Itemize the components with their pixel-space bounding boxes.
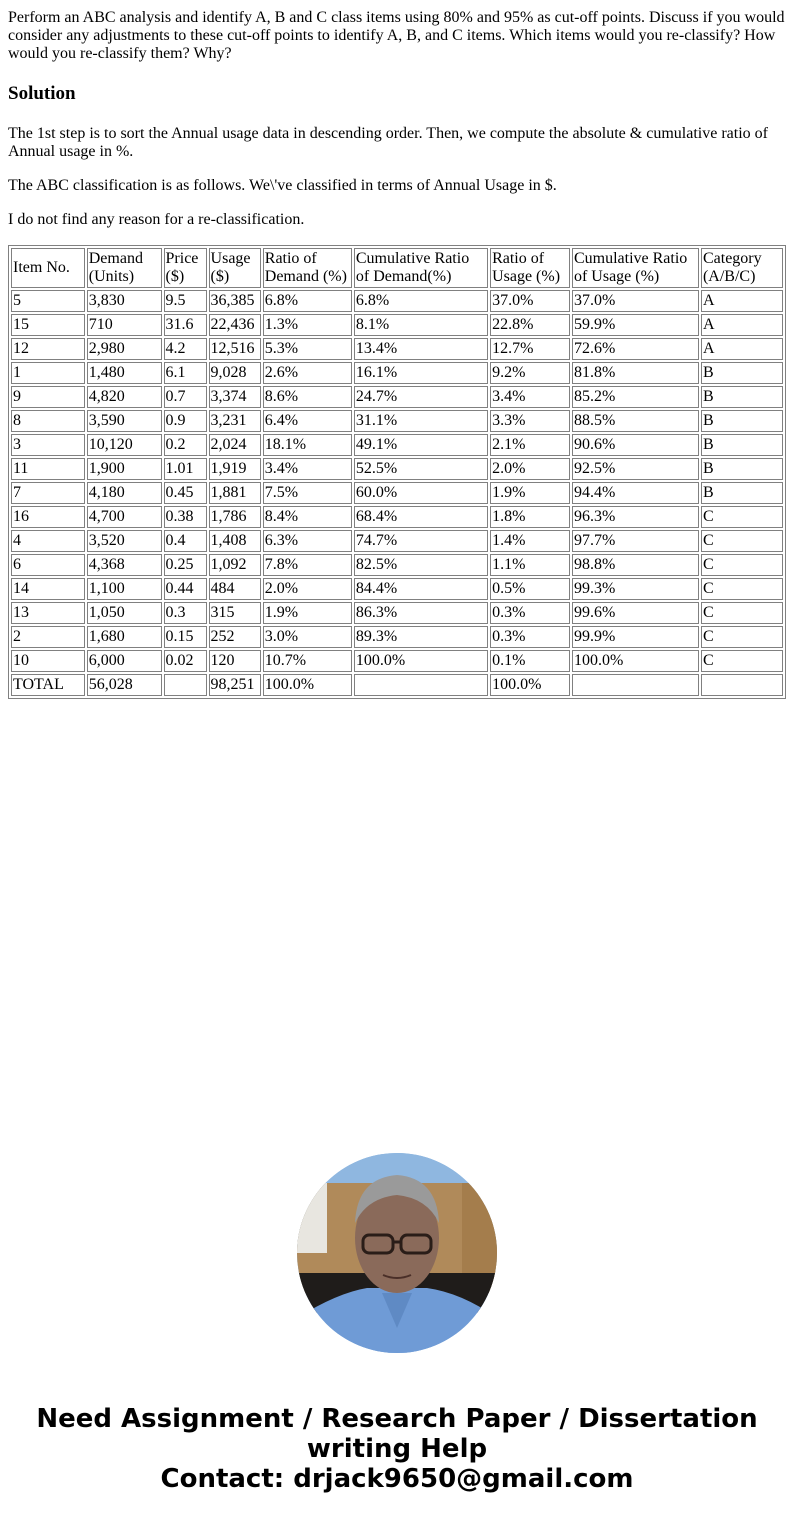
cell-ratio-usage: 3.3% [490, 410, 570, 432]
cell-price: 9.5 [164, 290, 207, 312]
cell-item-no: 16 [11, 506, 85, 528]
cell-ratio-demand: 3.0% [263, 626, 352, 648]
header-cumulative-ratio-usage: Cumulative Ratio of Usage (%) [572, 248, 699, 288]
cell-usage: 3,374 [209, 386, 261, 408]
promo-footer [0, 1404, 794, 1494]
cell-ratio-demand: 1.9% [263, 602, 352, 624]
cell-ratio-demand: 100.0% [263, 674, 352, 696]
header-item-no: Item No. [11, 248, 85, 288]
cell-price: 0.45 [164, 482, 207, 504]
cell-demand: 4,368 [87, 554, 162, 576]
abc-classification-table [8, 245, 786, 699]
cell-demand: 2,980 [87, 338, 162, 360]
promo-contact: Contact: drjack9650@gmail.com [160, 1464, 634, 1494]
cell-price [164, 674, 207, 696]
cell-cumulative-ratio-demand: 84.4% [354, 578, 488, 600]
cell-item-no: 15 [11, 314, 85, 336]
cell-cumulative-ratio-demand: 82.5% [354, 554, 488, 576]
cell-cumulative-ratio-demand: 8.1% [354, 314, 488, 336]
cell-cumulative-ratio-demand: 24.7% [354, 386, 488, 408]
table-row [11, 650, 783, 672]
cell-ratio-usage: 9.2% [490, 362, 570, 384]
cell-demand: 10,120 [87, 434, 162, 456]
cell-ratio-demand: 10.7% [263, 650, 352, 672]
cell-cumulative-ratio-demand: 89.3% [354, 626, 488, 648]
table-header-row [11, 248, 783, 288]
cell-item-no: 8 [11, 410, 85, 432]
promo-line-1: Need Assignment / Research Paper / Dissertation [36, 1404, 758, 1434]
cell-ratio-usage: 0.3% [490, 626, 570, 648]
cell-category: C [701, 626, 783, 648]
cell-cumulative-ratio-usage: 100.0% [572, 650, 699, 672]
cell-cumulative-ratio-demand: 49.1% [354, 434, 488, 456]
cell-category: A [701, 314, 783, 336]
cell-price: 0.15 [164, 626, 207, 648]
cell-category: B [701, 410, 783, 432]
cell-item-no: 11 [11, 458, 85, 480]
cell-price: 4.2 [164, 338, 207, 360]
cell-category: C [701, 602, 783, 624]
table-row [11, 602, 783, 624]
cell-cumulative-ratio-usage: 59.9% [572, 314, 699, 336]
cell-category [701, 674, 783, 696]
cell-item-no: 3 [11, 434, 85, 456]
cell-ratio-usage: 12.7% [490, 338, 570, 360]
cell-ratio-usage: 1.9% [490, 482, 570, 504]
cell-price: 0.9 [164, 410, 207, 432]
cell-ratio-usage: 0.1% [490, 650, 570, 672]
table-row [11, 554, 783, 576]
cell-ratio-usage: 100.0% [490, 674, 570, 696]
cell-item-no: 4 [11, 530, 85, 552]
cell-cumulative-ratio-usage: 97.7% [572, 530, 699, 552]
table-row [11, 362, 783, 384]
header-ratio-usage: Ratio of Usage (%) [490, 248, 570, 288]
cell-price: 1.01 [164, 458, 207, 480]
table-total-row [11, 674, 783, 696]
header-price: Price ($) [164, 248, 207, 288]
cell-ratio-demand: 6.3% [263, 530, 352, 552]
cell-category: B [701, 362, 783, 384]
cell-item-no: 10 [11, 650, 85, 672]
solution-heading: Solution [8, 83, 76, 104]
cell-demand: 3,520 [87, 530, 162, 552]
cell-demand: 1,900 [87, 458, 162, 480]
cell-price: 0.3 [164, 602, 207, 624]
cell-cumulative-ratio-demand: 68.4% [354, 506, 488, 528]
cell-category: B [701, 434, 783, 456]
cell-cumulative-ratio-demand: 6.8% [354, 290, 488, 312]
cell-item-no: 7 [11, 482, 85, 504]
cell-ratio-demand: 3.4% [263, 458, 352, 480]
table-row [11, 458, 783, 480]
cell-demand: 1,050 [87, 602, 162, 624]
cell-cumulative-ratio-demand: 31.1% [354, 410, 488, 432]
cell-demand: 56,028 [87, 674, 162, 696]
cell-item-no: 12 [11, 338, 85, 360]
cell-price: 0.2 [164, 434, 207, 456]
cell-usage: 2,024 [209, 434, 261, 456]
cell-cumulative-ratio-usage: 99.6% [572, 602, 699, 624]
cell-usage: 1,092 [209, 554, 261, 576]
cell-category: B [701, 458, 783, 480]
cell-category: C [701, 506, 783, 528]
header-cumulative-ratio-demand: Cumulative Ratio of Demand(%) [354, 248, 488, 288]
solution-paragraph-1: The 1st step is to sort the Annual usage data in descending order. Then, we compute the absolute & cumulative ratio of Annual usage in %. [8, 125, 768, 160]
cell-price: 0.44 [164, 578, 207, 600]
cell-cumulative-ratio-usage: 37.0% [572, 290, 699, 312]
cell-usage: 98,251 [209, 674, 261, 696]
cell-ratio-usage: 1.1% [490, 554, 570, 576]
cell-ratio-demand: 6.8% [263, 290, 352, 312]
cell-usage: 1,408 [209, 530, 261, 552]
table-row [11, 386, 783, 408]
cell-cumulative-ratio-demand: 52.5% [354, 458, 488, 480]
cell-cumulative-ratio-usage: 88.5% [572, 410, 699, 432]
question-text: Perform an ABC analysis and identify A, B and C class items using 80% and 95% as cut-off points. Discuss if you would consider any adjustments to these cut-off points to identify A, B, and C items. Which items would you re-classify? How would you re-classify them? Why? [8, 9, 785, 62]
cell-ratio-demand: 6.4% [263, 410, 352, 432]
table-row [11, 314, 783, 336]
cell-cumulative-ratio-demand: 86.3% [354, 602, 488, 624]
cell-usage: 36,385 [209, 290, 261, 312]
table-row [11, 410, 783, 432]
cell-price: 31.6 [164, 314, 207, 336]
promo-line-2: writing Help [306, 1434, 488, 1464]
cell-demand: 710 [87, 314, 162, 336]
profile-photo [297, 1153, 497, 1353]
cell-demand: 1,100 [87, 578, 162, 600]
cell-price: 0.02 [164, 650, 207, 672]
header-category: Category (A/B/C) [701, 248, 783, 288]
cell-ratio-demand: 8.6% [263, 386, 352, 408]
cell-ratio-usage: 37.0% [490, 290, 570, 312]
cell-cumulative-ratio-demand: 60.0% [354, 482, 488, 504]
cell-ratio-usage: 1.4% [490, 530, 570, 552]
header-ratio-demand: Ratio of Demand (%) [263, 248, 352, 288]
cell-ratio-demand: 8.4% [263, 506, 352, 528]
cell-usage: 484 [209, 578, 261, 600]
cell-item-no: 5 [11, 290, 85, 312]
person-portrait-icon [297, 1153, 497, 1353]
table-row [11, 626, 783, 648]
header-usage: Usage ($) [209, 248, 261, 288]
cell-usage: 1,881 [209, 482, 261, 504]
cell-price: 6.1 [164, 362, 207, 384]
cell-usage: 252 [209, 626, 261, 648]
cell-ratio-usage: 2.1% [490, 434, 570, 456]
table-row [11, 506, 783, 528]
cell-ratio-usage: 2.0% [490, 458, 570, 480]
cell-ratio-usage: 22.8% [490, 314, 570, 336]
cell-ratio-demand: 7.8% [263, 554, 352, 576]
cell-cumulative-ratio-usage: 90.6% [572, 434, 699, 456]
cell-demand: 4,700 [87, 506, 162, 528]
cell-item-no: 2 [11, 626, 85, 648]
cell-cumulative-ratio-usage: 99.9% [572, 626, 699, 648]
cell-demand: 3,830 [87, 290, 162, 312]
cell-cumulative-ratio-demand: 16.1% [354, 362, 488, 384]
cell-cumulative-ratio-demand: 74.7% [354, 530, 488, 552]
cell-usage: 9,028 [209, 362, 261, 384]
cell-category: C [701, 650, 783, 672]
cell-item-no: 14 [11, 578, 85, 600]
solution-paragraph-2: The ABC classification is as follows. We\'ve classified in terms of Annual Usage in $. [8, 177, 557, 194]
cell-ratio-demand: 7.5% [263, 482, 352, 504]
cell-usage: 22,436 [209, 314, 261, 336]
cell-item-no: 13 [11, 602, 85, 624]
solution-paragraph-3: I do not find any reason for a re-classification. [8, 211, 305, 228]
cell-item-no: TOTAL [11, 674, 85, 696]
cell-cumulative-ratio-usage: 72.6% [572, 338, 699, 360]
cell-usage: 12,516 [209, 338, 261, 360]
table-row [11, 434, 783, 456]
cell-usage: 1,786 [209, 506, 261, 528]
cell-ratio-usage: 3.4% [490, 386, 570, 408]
cell-demand: 1,680 [87, 626, 162, 648]
cell-usage: 315 [209, 602, 261, 624]
cell-category: C [701, 554, 783, 576]
cell-category: C [701, 530, 783, 552]
cell-price: 0.25 [164, 554, 207, 576]
table-row [11, 338, 783, 360]
cell-item-no: 1 [11, 362, 85, 384]
cell-cumulative-ratio-usage: 99.3% [572, 578, 699, 600]
cell-category: C [701, 578, 783, 600]
table-row [11, 290, 783, 312]
cell-demand: 3,590 [87, 410, 162, 432]
table-row [11, 578, 783, 600]
cell-item-no: 9 [11, 386, 85, 408]
cell-cumulative-ratio-usage: 92.5% [572, 458, 699, 480]
cell-item-no: 6 [11, 554, 85, 576]
cell-ratio-demand: 2.6% [263, 362, 352, 384]
cell-ratio-demand: 18.1% [263, 434, 352, 456]
cell-demand: 4,180 [87, 482, 162, 504]
cell-price: 0.38 [164, 506, 207, 528]
cell-price: 0.4 [164, 530, 207, 552]
cell-category: A [701, 338, 783, 360]
cell-cumulative-ratio-usage: 85.2% [572, 386, 699, 408]
cell-cumulative-ratio-usage [572, 674, 699, 696]
cell-ratio-demand: 2.0% [263, 578, 352, 600]
cell-category: A [701, 290, 783, 312]
cell-cumulative-ratio-usage: 94.4% [572, 482, 699, 504]
cell-demand: 1,480 [87, 362, 162, 384]
cell-demand: 6,000 [87, 650, 162, 672]
cell-ratio-demand: 1.3% [263, 314, 352, 336]
cell-cumulative-ratio-demand [354, 674, 488, 696]
cell-cumulative-ratio-usage: 98.8% [572, 554, 699, 576]
cell-cumulative-ratio-usage: 96.3% [572, 506, 699, 528]
cell-category: B [701, 482, 783, 504]
cell-cumulative-ratio-demand: 13.4% [354, 338, 488, 360]
cell-ratio-usage: 1.8% [490, 506, 570, 528]
table-row [11, 482, 783, 504]
header-demand: Demand (Units) [87, 248, 162, 288]
cell-usage: 3,231 [209, 410, 261, 432]
table-row [11, 530, 783, 552]
cell-cumulative-ratio-demand: 100.0% [354, 650, 488, 672]
cell-price: 0.7 [164, 386, 207, 408]
cell-usage: 120 [209, 650, 261, 672]
cell-cumulative-ratio-usage: 81.8% [572, 362, 699, 384]
page-content [0, 0, 794, 699]
cell-usage: 1,919 [209, 458, 261, 480]
cell-demand: 4,820 [87, 386, 162, 408]
cell-ratio-demand: 5.3% [263, 338, 352, 360]
cell-category: B [701, 386, 783, 408]
cell-ratio-usage: 0.3% [490, 602, 570, 624]
cell-ratio-usage: 0.5% [490, 578, 570, 600]
